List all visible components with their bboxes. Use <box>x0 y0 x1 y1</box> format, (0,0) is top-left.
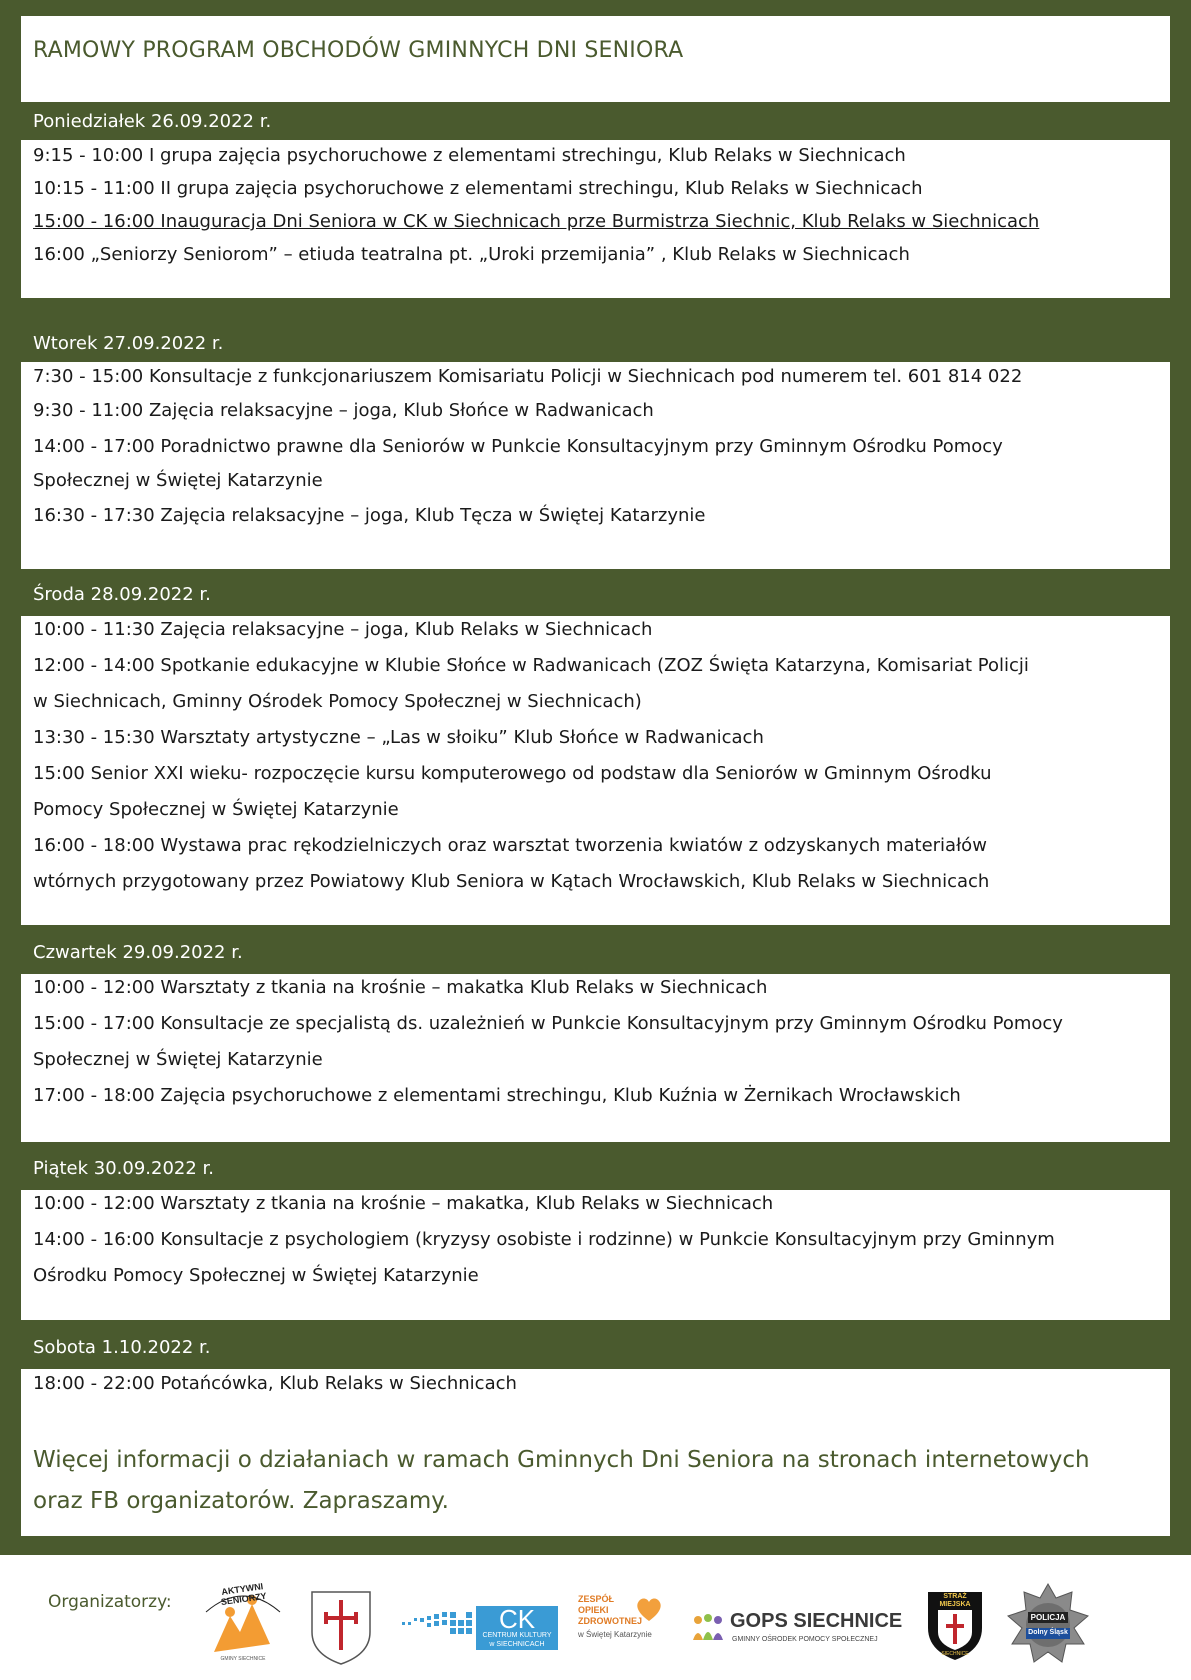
day-heading-saturday: Sobota 1.10.2022 r. <box>33 1337 211 1358</box>
title-panel <box>21 16 1170 102</box>
schedule-line: 10:00 - 12:00 Warsztaty z tkania na krośnie – makatka, Klub Relaks w Siechnicach <box>33 1193 774 1214</box>
ck-abbr: CK <box>498 1604 536 1634</box>
straz-text-3: SIECHNICE <box>941 1651 969 1657</box>
schedule-line: 15:00 - 16:00 Inauguracja Dni Seniora w CK w Siechnicach prze Burmistrza Siechnic, Klub Relaks w Siechnicach <box>33 211 1040 232</box>
schedule-line: 10:00 - 11:30 Zajęcia relaksacyjne – joga, Klub Relaks w Siechnicach <box>33 619 653 640</box>
schedule-line: 15:00 - 17:00 Konsultacje ze specjalistą ds. uzależnień w Punkcie Konsultacyjnym przy Gminnym Ośrodku Pomocy <box>33 1013 1063 1034</box>
zoz-text-3: ZDROWOTNEJ <box>578 1616 642 1626</box>
schedule-line: 13:30 - 15:30 Warsztaty artystyczne – „Las w słoiku” Klub Słońce w Radwanicach <box>33 727 764 748</box>
straz-text-2: MIEJSKA <box>939 1601 971 1608</box>
day-heading-wednesday: Środa 28.09.2022 r. <box>33 584 211 605</box>
ck-text: CENTRUM KULTURY <box>482 1632 552 1639</box>
schedule-line: 9:15 - 10:00 I grupa zajęcia psychoruchowe z elementami strechingu, Klub Relaks w Siechnicach <box>33 145 906 166</box>
day-heading-monday: Poniedziałek 26.09.2022 r. <box>33 111 272 132</box>
schedule-line: Pomocy Społecznej w Świętej Katarzynie <box>33 799 399 820</box>
gops-logo <box>690 1608 903 1650</box>
day-heading-tuesday: Wtorek 27.09.2022 r. <box>33 333 224 354</box>
schedule-line: 17:00 - 18:00 Zajęcia psychoruchowe z elementami strechingu, Klub Kuźnia w Żernikach Wrocławskich <box>33 1085 961 1106</box>
closing-text: oraz FB organizatorów. Zapraszamy. <box>33 1488 449 1514</box>
ck-text-2: w SIECHNICACH <box>489 1641 545 1648</box>
policja-sub: Dolny Śląsk <box>1028 1629 1068 1636</box>
schedule-line: 18:00 - 22:00 Potańcówka, Klub Relaks w Siechnicach <box>33 1373 517 1394</box>
schedule-line: 9:30 - 11:00 Zajęcia relaksacyjne – joga, Klub Słońce w Radwanicach <box>33 400 654 421</box>
schedule-line: wtórnych przygotowany przez Powiatowy Klub Seniora w Kątach Wrocławskich, Klub Relaks w Siechnicach <box>33 871 990 892</box>
schedule-line: w Siechnicach, Gminny Ośrodek Pomocy Społecznej w Siechnicach) <box>33 691 642 712</box>
schedule-line: 16:30 - 17:30 Zajęcia relaksacyjne – joga, Klub Tęcza w Świętej Katarzynie <box>33 505 706 526</box>
closing-text: Więcej informacji o działaniach w ramach Gminnych Dni Seniora na stronach internetowych <box>33 1447 1090 1473</box>
aktywni-text: AKTYWNI SENIORZY <box>220 1581 268 1608</box>
organizers-label: Organizatorzy: <box>48 1592 172 1612</box>
zoz-text-2: OPIEKI <box>578 1605 609 1615</box>
straz-miejska-badge <box>922 1588 988 1662</box>
aktywni-sub: GMINY SIECHNICE <box>220 1656 266 1662</box>
schedule-line: Społecznej w Świętej Katarzynie <box>33 1049 323 1070</box>
zoz-text-4: w Świętej Katarzynie <box>578 1630 652 1639</box>
schedule-line: 10:00 - 12:00 Warsztaty z tkania na krośnie – makatka Klub Relaks w Siechnicach <box>33 977 768 998</box>
schedule-line: 10:15 - 11:00 II grupa zajęcia psychoruchowe z elementami strechingu, Klub Relaks w Siechnicach <box>33 178 923 199</box>
schedule-line: 7:30 - 15:00 Konsultacje z funkcjonariuszem Komisariatu Policji w Siechnicach pod numerem tel. 601 814 022 <box>33 366 1023 387</box>
zoz-text-1: ZESPÓŁ <box>578 1594 615 1604</box>
coat-of-arms-icon <box>308 1588 374 1666</box>
straz-text-1: STRAŻ <box>943 1593 967 1600</box>
policja-text: POLICJA <box>1030 1613 1066 1622</box>
day-panel-tuesday <box>21 362 1170 569</box>
schedule-line: 12:00 - 14:00 Spotkanie edukacyjne w Klubie Słońce w Radwanicach (ZOZ Święta Katarzyna, Komisariat Policji <box>33 655 1029 676</box>
aktywni-seniorzy-logo <box>200 1582 286 1666</box>
schedule-line: 15:00 Senior XXI wieku- rozpoczęcie kursu komputerowego od podstaw dla Seniorów w Gminnym Ośrodku <box>33 763 992 784</box>
schedule-line: 16:00 - 18:00 Wystawa prac rękodzielniczych oraz warsztat tworzenia kwiatów z odzyskanych materiałów <box>33 835 987 856</box>
schedule-line: 16:00 „Seniorzy Seniorom” – etiuda teatralna pt. „Uroki przemijania” , Klub Relaks w Siechnicach <box>33 244 910 265</box>
day-panel-saturday <box>21 1369 1170 1536</box>
page-title: RAMOWY PROGRAM OBCHODÓW GMINNYCH DNI SENIORA <box>33 38 684 63</box>
gops-sub: GMINNY OŚRODEK POMOCY SPOŁECZNEJ <box>732 1636 878 1643</box>
gops-text: GOPS SIECHNICE <box>730 1610 903 1632</box>
schedule-line: 14:00 - 16:00 Konsultacje z psychologiem (kryzysy osobiste i rodzinne) w Punkcie Konsultacyjnym przy Gminnym <box>33 1229 1055 1250</box>
day-panel-monday <box>21 140 1170 298</box>
day-heading-thursday: Czwartek 29.09.2022 r. <box>33 942 243 963</box>
schedule-line: Społecznej w Świętej Katarzynie <box>33 470 323 491</box>
zoz-heart-logo <box>578 1594 668 1656</box>
schedule-line: 14:00 - 17:00 Poradnictwo prawne dla Seniorów w Punkcie Konsultacyjnym przy Gminnym Ośrodku Pomocy <box>33 436 1003 457</box>
day-panel-wednesday <box>21 616 1170 925</box>
day-panel-friday <box>21 1190 1170 1320</box>
centrum-kultury-logo <box>400 1604 560 1652</box>
schedule-line: Ośrodku Pomocy Społecznej w Świętej Katarzynie <box>33 1265 479 1286</box>
policja-star-badge <box>1004 1582 1092 1668</box>
day-panel-thursday <box>21 974 1170 1142</box>
day-heading-friday: Piątek 30.09.2022 r. <box>33 1158 215 1179</box>
